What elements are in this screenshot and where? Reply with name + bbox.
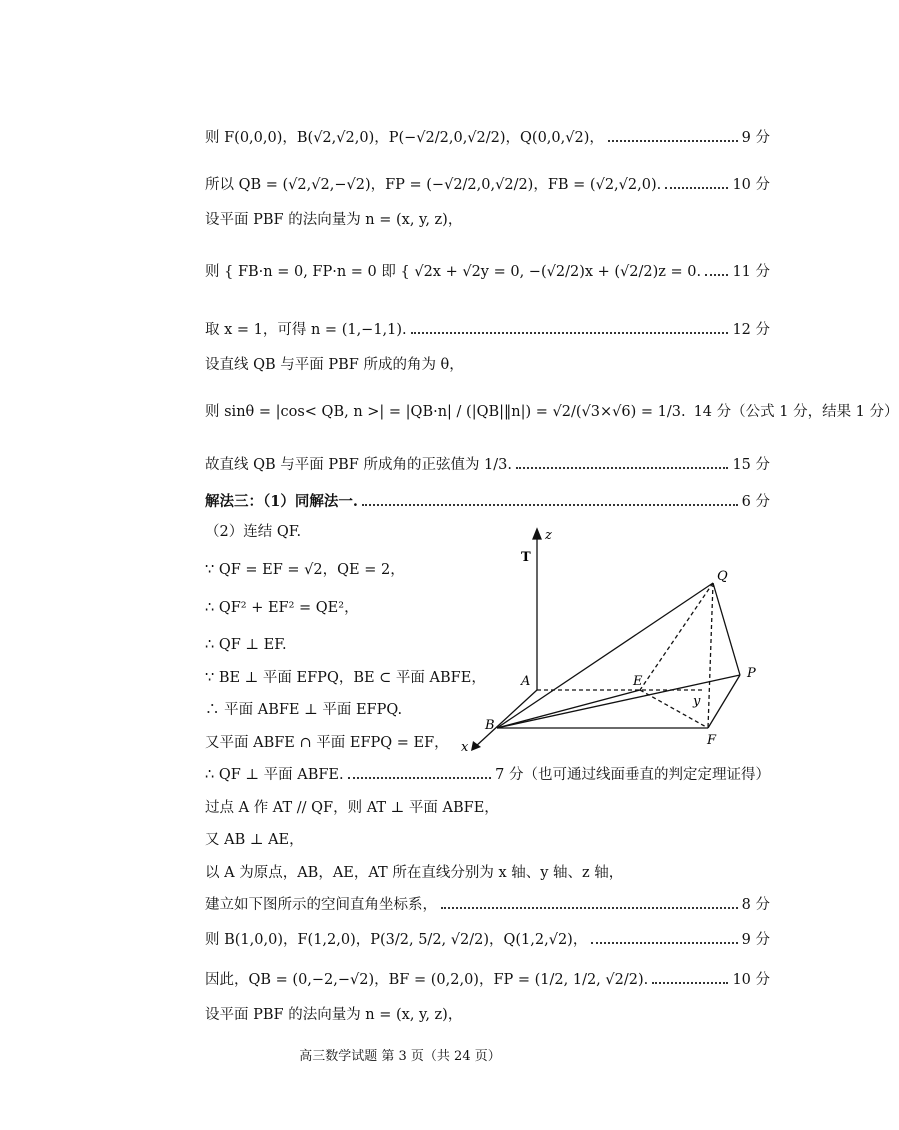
solution-line-12: ∴ QF² + EF² = QE²， (205, 600, 359, 616)
leader-dots (516, 467, 728, 469)
leader-dots (411, 332, 729, 334)
edge-QE (640, 583, 713, 690)
leader-dots (348, 777, 492, 779)
leader-dots (441, 907, 738, 909)
leader-dots (591, 942, 737, 944)
edge-FP (708, 675, 740, 728)
label-E: E (633, 674, 643, 689)
label-B: B (485, 718, 495, 733)
page-footer: 高三数学试题 第 3 页（共 24 页） (299, 1049, 501, 1064)
label-Q: Q (717, 569, 728, 584)
solution-line-21: 建立如下图所示的空间直角坐标系， 8 分 (205, 897, 770, 913)
solution-line-10: （2）连结 QF. (205, 524, 302, 540)
edge-QF (708, 583, 713, 728)
leader-dots (652, 982, 728, 984)
solution-line-17: ∴ QF ⊥ 平面 ABFE. 7 分（也可通过线面垂直的判定定理证得） (205, 767, 770, 783)
leader-dots (362, 504, 738, 506)
solution-line-9: 解法三：（1）同解法一. 6 分 (205, 493, 770, 510)
edge-BP (497, 675, 740, 728)
solution-line-14: ∵ BE ⊥ 平面 EFPQ，BE ⊂ 平面 ABFE， (205, 670, 486, 686)
label-T: T (521, 550, 531, 565)
label-y: y (693, 694, 701, 709)
solution-line-7: 则 sinθ = |cos< QB, n >| = |QB·n| / (|QB|‖n|) = √2/(√3×√6) = 1/3. 14 分（公式 1 分，结果 1 分） (205, 404, 899, 420)
leader-dots (665, 187, 728, 189)
solution-line-4: 则 { FB·n = 0, FP·n = 0 即 { √2x + √2y = 0, −(√2/2)x + (√2/2)z = 0. 11 分 (205, 264, 770, 280)
label-x: x (461, 740, 469, 755)
edge-BE (497, 690, 640, 728)
solution-line-11: ∵ QF = EF = √2，QE = 2， (205, 562, 405, 578)
solution-line-15: ∴ 平面 ABFE ⊥ 平面 EFPQ. (205, 702, 403, 718)
solution-line-5: 取 x = 1，可得 n = (1,−1,1). 12 分 (205, 322, 770, 338)
label-F: F (707, 733, 717, 748)
solution-line-19: 又 AB ⊥ AE， (205, 832, 304, 848)
solution-line-20: 以 A 为原点，AB，AE，AT 所在直线分别为 x 轴、y 轴、z 轴， (205, 865, 624, 881)
z-axis-arrow (533, 529, 541, 539)
solution-line-13: ∴ QF ⊥ EF. (205, 637, 287, 653)
solution-line-8: 故直线 QB 与平面 PBF 所成角的正弦值为 1/3. 15 分 (205, 457, 770, 473)
solution-line-3: 设平面 PBF 的法向量为 n = (x, y, z)， (205, 212, 463, 228)
label-P: P (747, 666, 756, 681)
label-A: A (521, 674, 531, 689)
solution-line-2: 所以 QB = (√2,√2,−√2)，FP = (−√2/2,0,√2/2)，FB = (√2,√2,0). 10 分 (205, 177, 770, 193)
label-z: z (545, 528, 552, 543)
leader-dots (705, 274, 728, 276)
geometry-figure (455, 525, 785, 755)
solution-line-6: 设直线 QB 与平面 PBF 所成的角为 θ， (205, 357, 464, 373)
solution-line-16: 又平面 ABFE ∩ 平面 EFPQ = EF， (205, 735, 449, 751)
solution-line-1: 则 F(0,0,0)，B(√2,√2,0)，P(−√2/2,0,√2/2)，Q(0,0,√2)， 9 分 (205, 130, 770, 146)
solution-line-24: 设平面 PBF 的法向量为 n = (x, y, z)， (205, 1007, 463, 1023)
solution-line-22: 则 B(1,0,0)，F(1,2,0)，P(3/2, 5/2, √2/2)，Q(1,2,√2)， 9 分 (205, 932, 770, 948)
edge-QP (713, 583, 740, 675)
solution-line-18: 过点 A 作 AT // QF，则 AT ⊥ 平面 ABFE， (205, 800, 499, 816)
leader-dots (608, 140, 738, 142)
edge-BQ (497, 583, 713, 728)
solution-line-23: 因此，QB = (0,−2,−√2)，BF = (0,2,0)，FP = (1/2, 1/2, √2/2). 10 分 (205, 972, 770, 988)
